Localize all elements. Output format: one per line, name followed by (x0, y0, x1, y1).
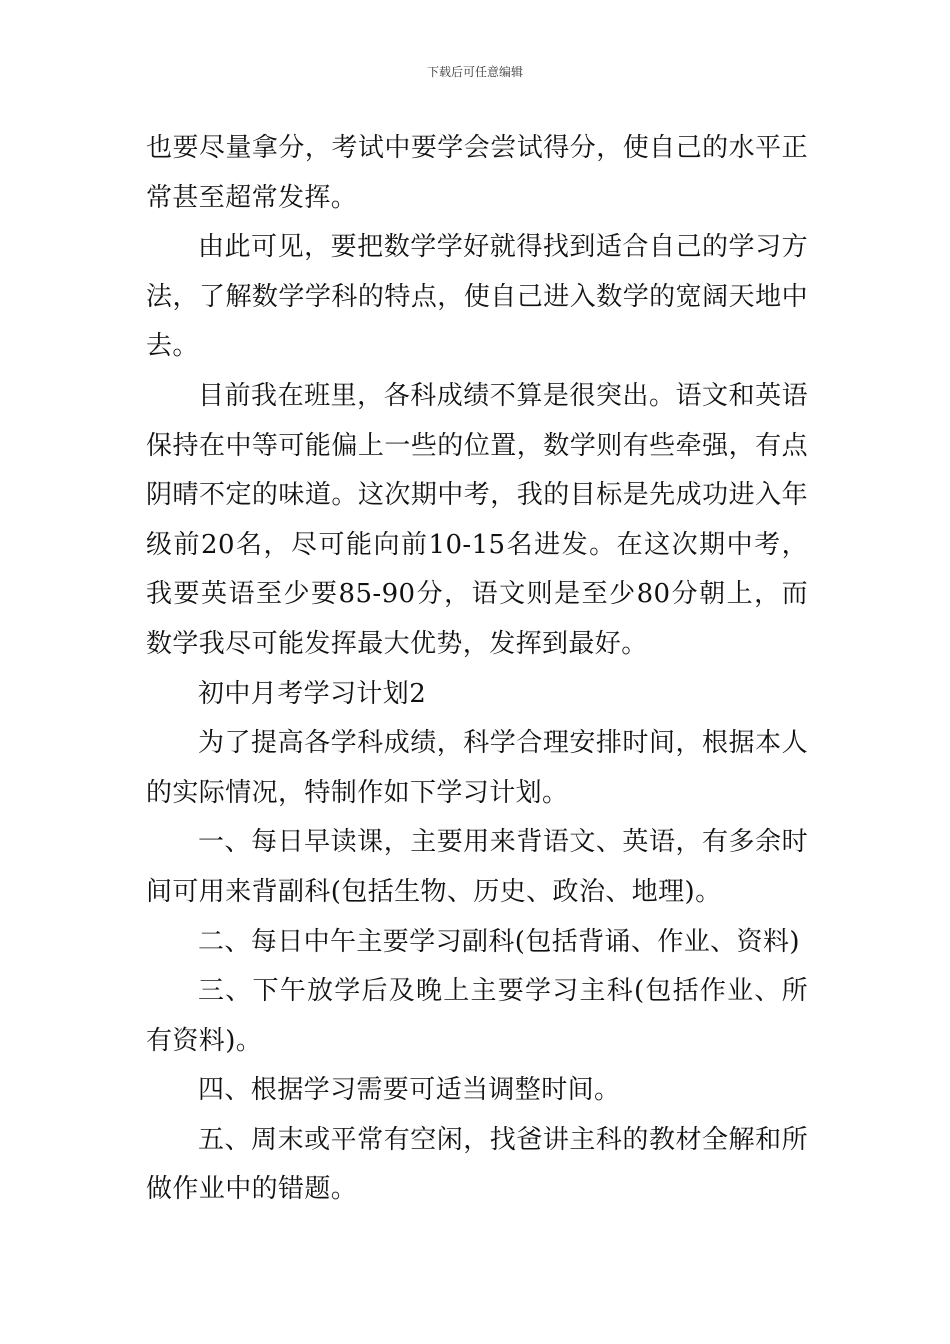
plan-item-1: 一、每日早读课，主要用来背语文、英语，有多余时间可用来背副科(包括生物、历史、政治、地理)。 (146, 827, 808, 907)
paragraph-continuation: 也要尽量拿分，考试中要学会尝试得分，使自己的水平正常甚至超常发挥。 (146, 133, 808, 213)
plan-item-5: 五、周末或平常有空闲，找爸讲主科的教材全解和所做作业中的错题。 (146, 1124, 808, 1205)
document-body (146, 124, 808, 1215)
paragraph-current-status: 目前我在班里，各科成绩不算是很突出。语文和英语保持在中等可能偏上一些的位置，数学则有些牵强，有点阴晴不定的味道。这次期中考，我的目标是先成功进入年级前20名，尽可能向前10-15名进发。在这次期中考，我要英语至少要85-90分，语文则是至少80分朝上，而数学我尽可能发挥最大优势，发挥到最好。 (146, 380, 808, 659)
section-heading: 初中月考学习计划2 (198, 678, 427, 709)
plan-item-4: 四、根据学习需要可适当调整时间。 (198, 1075, 621, 1106)
plan-item-3: 三、下午放学后及晚上主要学习主科(包括作业、所有资料)。 (146, 976, 808, 1056)
plan-item-2: 二、每日中午主要学习副科(包括背诵、作业、资料) (198, 926, 800, 957)
paragraph-intro: 为了提高各学科成绩，科学合理安排时间，根据本人的实际情况，特制作如下学习计划。 (146, 728, 808, 808)
paragraph-conclusion: 由此可见，要把数学学好就得找到适合自己的学习方法，了解数学学科的特点，使自己进入数学的宽阔天地中去。 (146, 232, 808, 362)
page-header-note: 下载后可任意编辑 (426, 65, 523, 79)
